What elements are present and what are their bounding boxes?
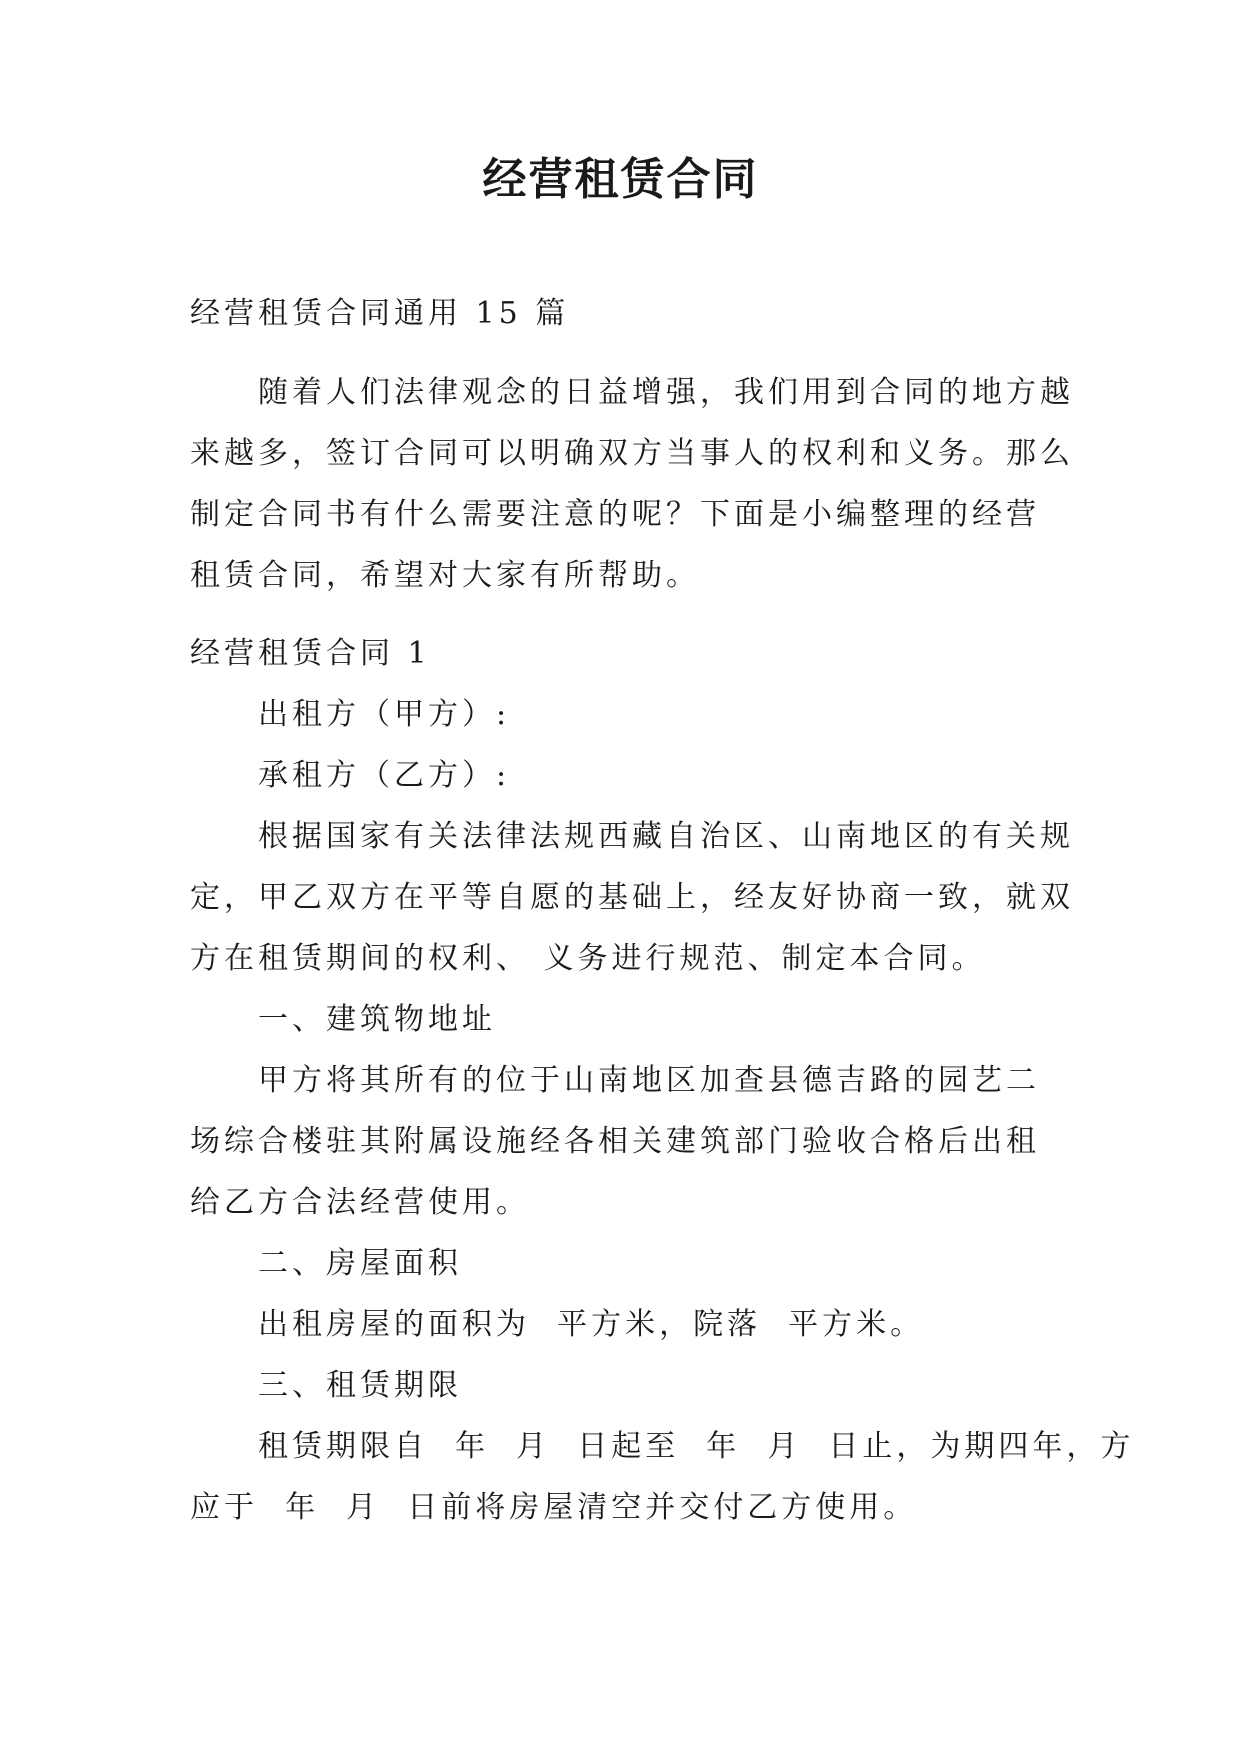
intro-paragraph xyxy=(190,362,1074,606)
intro-line: 租赁合同，希望对大家有所帮助。 xyxy=(190,558,700,593)
lessee-line: 承租方（乙方）: xyxy=(258,758,511,793)
section-2-text: 出租房屋的面积为 平方米，院落 平方米。 xyxy=(258,1307,925,1342)
document-subtitle: 经营租赁合同通用 15 篇 xyxy=(190,296,570,331)
section-1-title: 一、建筑物地址 xyxy=(258,1002,496,1037)
preamble-line: 定，甲乙双方在平等自愿的基础上，经友好协商一致，就双 xyxy=(190,880,1074,915)
intro-line: 来越多，签订合同可以明确双方当事人的权利和义务。那么 xyxy=(190,436,1074,471)
section-1-line: 给乙方合法经营使用。 xyxy=(190,1185,530,1220)
preamble-line: 根据国家有关法律法规西藏自治区、山南地区的有关规 xyxy=(258,819,1074,854)
contract-heading: 经营租赁合同 1 xyxy=(190,636,431,671)
intro-line: 随着人们法律观念的日益增强，我们用到合同的地方越 xyxy=(258,375,1074,410)
document-title: 经营租赁合同 xyxy=(482,154,759,205)
lessor-line: 出租方（甲方）: xyxy=(258,697,511,732)
intro-line: 制定合同书有什么需要注意的呢？下面是小编整理的经营 xyxy=(190,497,1040,532)
section-1-line: 场综合楼驻其附属设施经各相关建筑部门验收合格后出租 xyxy=(190,1124,1040,1159)
preamble-line: 方在租赁期间的权利、 义务进行规范、制定本合同。 xyxy=(190,941,986,976)
section-3-line: 租赁期限自 年 月 日起至 年 月 日止，为期四年，方 xyxy=(258,1429,1135,1464)
contract-1 xyxy=(190,623,1135,1538)
section-1-line: 甲方将其所有的位于山南地区加查县德吉路的园艺二 xyxy=(258,1063,1040,1098)
section-3-line: 应于 年 月 日前将房屋清空并交付乙方使用。 xyxy=(190,1490,918,1525)
section-3-title: 三、租赁期限 xyxy=(258,1368,462,1403)
section-2-title: 二、房屋面积 xyxy=(258,1246,462,1281)
